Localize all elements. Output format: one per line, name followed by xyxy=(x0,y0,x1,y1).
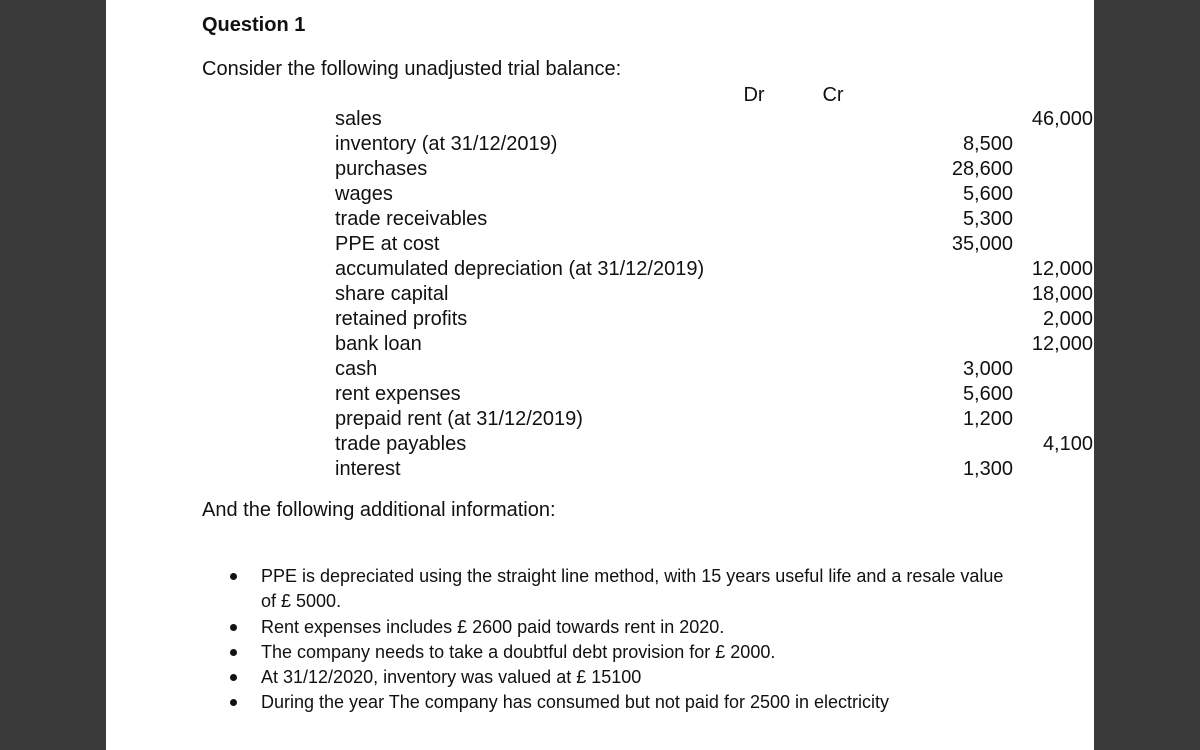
debit-value: 5,300 xyxy=(962,208,1013,230)
list-item-text: PPE is depreciated using the straight line method, with 15 years useful life and a resale value of £ 5000. xyxy=(261,566,1004,611)
account-name: accumulated depreciation (at 31/12/2019) xyxy=(335,258,705,280)
list-item xyxy=(261,615,1021,640)
debit-value: 5,600 xyxy=(962,183,1013,205)
table-row xyxy=(335,383,1013,408)
bullet-icon xyxy=(230,674,237,681)
table-row xyxy=(335,108,1093,133)
debit-column-header: Dr xyxy=(743,84,765,106)
account-name: wages xyxy=(335,183,393,205)
table-row xyxy=(335,333,1093,358)
debit-value: 1,300 xyxy=(962,458,1013,480)
list-item-text: During the year The company has consumed but not paid for 2500 in electricity xyxy=(261,692,890,712)
debit-value: 8,500 xyxy=(962,133,1013,155)
question-title: Question 1 xyxy=(202,14,306,36)
document-page xyxy=(106,0,1094,750)
list-item xyxy=(261,640,1021,665)
bullet-icon xyxy=(230,649,237,656)
bullet-icon xyxy=(230,573,237,580)
question-intro: Consider the following unadjusted trial balance: xyxy=(202,58,622,80)
account-name: retained profits xyxy=(335,308,468,330)
credit-column-header: Cr xyxy=(822,84,844,106)
credit-value: 4,100 xyxy=(1042,433,1093,455)
table-row xyxy=(335,208,1013,233)
table-row xyxy=(335,408,1013,433)
table-row xyxy=(335,133,1013,158)
table-row xyxy=(335,258,1093,283)
account-name: trade payables xyxy=(335,433,467,455)
table-row xyxy=(335,183,1013,208)
list-item xyxy=(261,564,1021,614)
account-name: sales xyxy=(335,108,382,130)
credit-value: 46,000 xyxy=(1031,108,1093,130)
list-item-text: Rent expenses includes £ 2600 paid towards rent in 2020. xyxy=(261,617,725,637)
credit-value: 12,000 xyxy=(1031,258,1093,280)
list-item-text: At 31/12/2020, inventory was valued at £ 15100 xyxy=(261,667,642,687)
account-name: prepaid rent (at 31/12/2019) xyxy=(335,408,583,430)
debit-value: 1,200 xyxy=(962,408,1013,430)
account-name: interest xyxy=(335,458,401,480)
table-row xyxy=(335,283,1093,308)
account-name: bank loan xyxy=(335,333,422,355)
bullet-icon xyxy=(230,624,237,631)
account-name: PPE at cost xyxy=(335,233,440,255)
account-name: cash xyxy=(335,358,378,380)
table-row xyxy=(335,308,1093,333)
additional-info-intro: And the following additional information: xyxy=(202,499,556,521)
credit-value: 2,000 xyxy=(1042,308,1093,330)
table-row xyxy=(335,233,1013,258)
credit-value: 18,000 xyxy=(1031,283,1093,305)
account-name: rent expenses xyxy=(335,383,461,405)
table-row xyxy=(335,458,1013,483)
bullet-icon xyxy=(230,699,237,706)
account-name: inventory (at 31/12/2019) xyxy=(335,133,558,155)
account-name: trade receivables xyxy=(335,208,488,230)
table-row xyxy=(335,358,1013,383)
debit-value: 28,600 xyxy=(951,158,1013,180)
list-item-text: The company needs to take a doubtful debt provision for £ 2000. xyxy=(261,642,776,662)
debit-value: 3,000 xyxy=(962,358,1013,380)
account-name: purchases xyxy=(335,158,428,180)
table-row xyxy=(335,433,1093,458)
list-item xyxy=(261,690,1021,715)
debit-value: 5,600 xyxy=(962,383,1013,405)
credit-value: 12,000 xyxy=(1031,333,1093,355)
table-row xyxy=(335,158,1013,183)
list-item xyxy=(261,665,1021,690)
debit-value: 35,000 xyxy=(951,233,1013,255)
account-name: share capital xyxy=(335,283,449,305)
